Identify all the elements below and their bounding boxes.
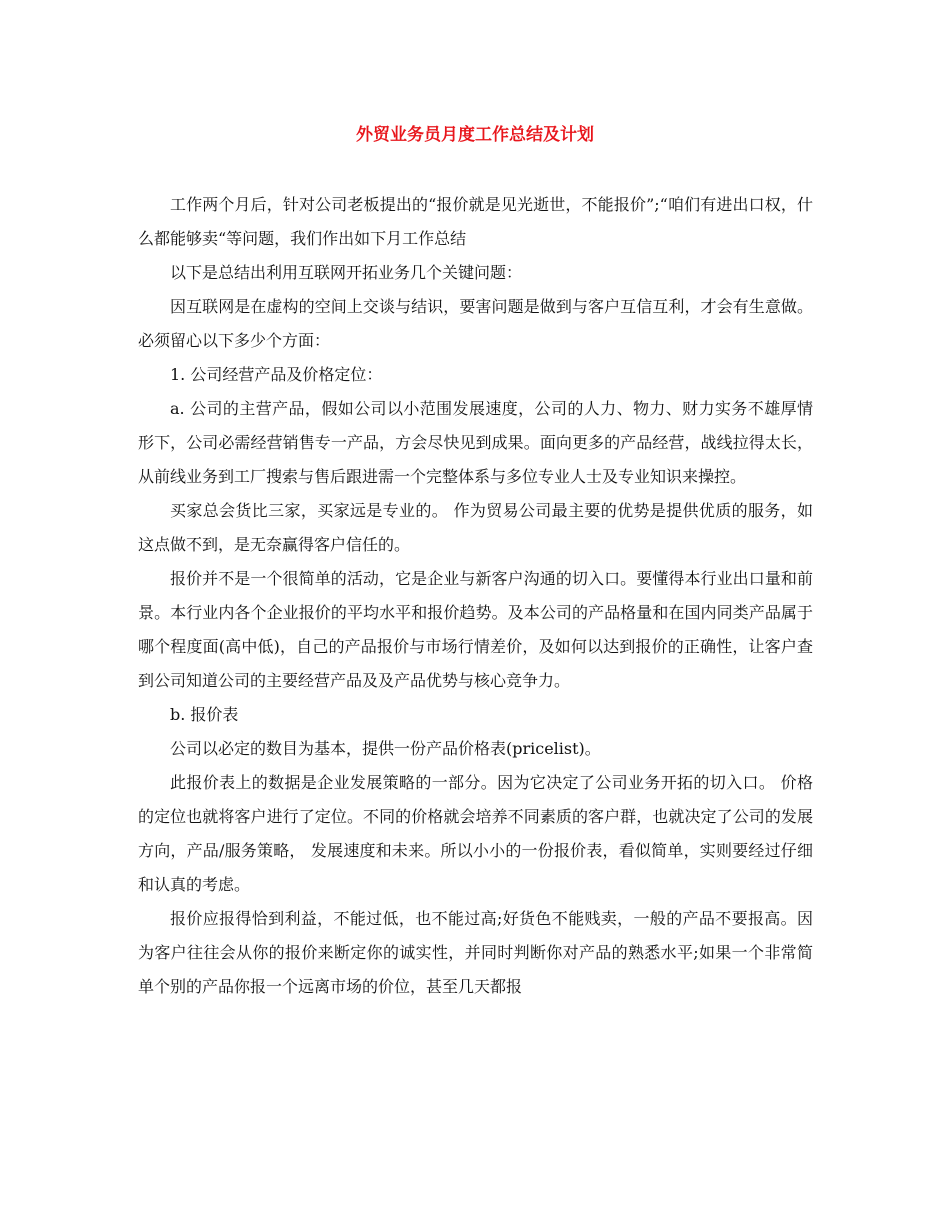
document-body [138,188,813,1004]
paragraph-price-list-basis: 公司以必定的数目为基本，提供一份产品价格表(pricelist)。 [170,739,601,758]
paragraph-trust: 因互联网是在虚构的空间上交谈与结识，要害问题是做到与客户互信互利，才会有生意做。必须留心以下多少个方面： [138,297,813,350]
paragraph-buyers-compare: 买家总会货比三家，买家远是专业的。 作为贸易公司最主要的优势是提供优质的服务，如这点做不到，是无奈赢得客户信任的。 [138,501,813,554]
paragraph-quotation-activity: 报价并不是一个很简单的活动，它是企业与新客户沟通的切入口。要懂得本行业出口量和前景。本行业内各个企业报价的平均水平和报价趋势。及本公司的产品格量和在国内同类产品属于哪个程度面(高中低)，自己的产品报价与市场行情差价，及如何以达到报价的正确性，让客户查到公司知道公司的主要经营产品及及产品优势与核心竞争力。 [138,569,813,690]
heading-price-list: b. 报价表 [170,705,239,724]
paragraph-quote-appropriately: 报价应报得恰到利益，不能过低，也不能过高;好货色不能贱卖，一般的产品不要报高。因为客户往往会从你的报价来断定你的诚实性，并同时判断你对产品的熟悉水平;如果一个非常简单个别的产品你报一个远离市场的价位，甚至几天都报 [138,909,813,996]
paragraph-price-list-strategy: 此报价表上的数据是企业发展策略的一部分。因为它决定了公司业务开拓的切入口。 价格的定位也就将客户进行了定位。不同的价格就会培养不同素质的客户群，也就决定了公司的发展方向，产品/服务策略， 发展速度和未来。所以小小的一份报价表，看似简单，实则要经过仔细和认真的考虑。 [138,773,813,894]
heading-product-pricing: 1. 公司经营产品及价格定位： [170,365,383,384]
document-title: 外贸业务员月度工作总结及计划 [356,125,594,145]
paragraph-key-issues: 以下是总结出利用互联网开拓业务几个关键问题： [170,263,523,282]
paragraph-main-products: a. 公司的主营产品，假如公司以小范围发展速度，公司的人力、物力、财力实务不雄厚情形下，公司必需经营销售专一产品，方会尽快见到成果。面向更多的产品经营，战线拉得太长，从前线业务到工厂搜索与售后跟进需一个完整体系与多位专业人士及专业知识来操控。 [138,399,813,486]
paragraph-intro: 工作两个月后，针对公司老板提出的“报价就是见光逝世，不能报价”;“咱们有进出口权，什么都能够卖“等问题，我们作出如下月工作总结 [138,195,813,248]
